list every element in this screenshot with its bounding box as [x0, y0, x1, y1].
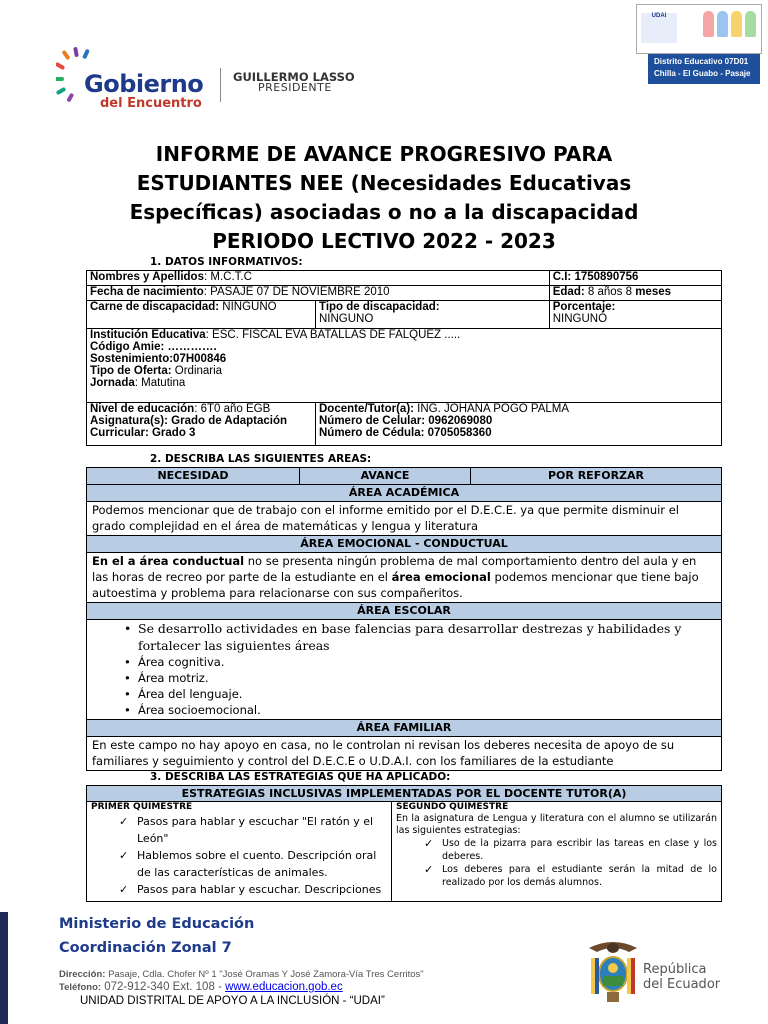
edad-suffix: meses — [635, 286, 672, 298]
list-item: • Se desarrollo actividades en base falencias para desarrollar destrezas y habilidades y fortalecer las siguientes áreas — [138, 620, 716, 654]
familiar-text: En este campo no hay apoyo en casa, no le controlan ni revisan los deberes necesita de apoyo de su familiares y seguimiento y control del D.E.C.E o U.D.A.I. con los familiares de la estudiante — [87, 737, 722, 771]
website-link[interactable]: www.educacion.gob.ec — [225, 981, 343, 993]
child-figure-icon — [717, 11, 728, 37]
student-info-table — [86, 270, 722, 446]
list-item: ✓ Pasos para hablar y escuchar "El ratón y el León" — [137, 813, 387, 847]
col-avance: AVANCE — [300, 468, 471, 485]
nombres-value: : M.C.T.C — [203, 271, 252, 283]
oferta-label: Tipo de Oferta: — [90, 365, 172, 377]
emocional-text2: podemos mencionar que tiene bajo autoestima y problema para relacionarse con sus compañeritos. — [92, 570, 699, 600]
edad-value: 8 años 8 — [584, 286, 636, 298]
list-item: ✓ Hablemos sobre el cuento. Descripción oral de las características de animales. — [137, 847, 387, 881]
ministry-name: Ministerio de Educación — [59, 916, 255, 932]
list-item: • Área del lenguaje. — [138, 686, 716, 702]
gobierno-logo-subtext: del Encuentro — [100, 96, 202, 111]
udai-badge: UDAI — [641, 13, 677, 43]
institucion-label: Institución Educativa — [90, 329, 206, 341]
republic-line2: del Ecuador — [643, 977, 721, 992]
list-item: • Área motriz. — [138, 670, 716, 686]
title-line: ESTUDIANTES NEE (Necesidades Educativas — [136, 171, 632, 195]
emocional-cell — [87, 553, 722, 603]
sostenimiento-field: Sostenimiento:07H00846 — [90, 353, 227, 365]
edad-label: Edad: — [552, 286, 585, 298]
child-figure-icon — [703, 11, 714, 37]
emocional-bold2: área emocional — [391, 570, 491, 584]
tipo-value: NINGUNO — [319, 313, 374, 325]
codigo-label: Código Amie — [90, 341, 161, 353]
title-line: INFORME DE AVANCE PROGRESIVO PARA — [155, 142, 613, 166]
address-value: Pasaje, Cdla. Chofer Nº 1 "José Oramas Y José Zamora-Vía Tres Cerritos" — [105, 969, 424, 980]
escolar-title: ÁREA ESCOLAR — [87, 603, 722, 620]
district-line2: Chilla - El Guabo - Pasaje — [654, 69, 751, 78]
docente-value: ING. JOHANA POGO PALMA — [413, 403, 570, 415]
nacimiento-label: Fecha de nacimiento — [90, 286, 204, 298]
president-role: PRESIDENTE — [258, 81, 332, 94]
areas-table — [86, 467, 722, 771]
address — [59, 969, 424, 980]
district-box — [648, 54, 760, 84]
phone-value: 072-912-340 Ext. 108 - — [101, 981, 226, 993]
republic-logo-text — [643, 962, 720, 992]
celular-field: Número de Celular: 0962069080 — [319, 415, 493, 427]
gobierno-logo-text: Gobierno — [84, 70, 204, 98]
carne-value: NINGUNO — [219, 301, 277, 313]
carne-label: Carne de discapacidad: — [90, 301, 220, 313]
udai-unit: UNIDAD DISTRITAL DE APOYO A LA INCLUSIÓN - “UDAI” — [80, 995, 385, 1007]
list-item: ✓ Uso de la pizarra para escribir las tareas en clase y los deberes. — [442, 837, 717, 863]
cedula-field: Número de Cédula: 0705058360 — [319, 427, 492, 439]
list-item: • Área cognitiva. — [138, 654, 716, 670]
familiar-title: ÁREA FAMILIAR — [87, 720, 722, 737]
nacimiento-value: : PASAJE 07 DE NOVIEMBRE 2010 — [203, 286, 390, 298]
q2-intro: En la asignatura de Lengua y literatura con el alumno se utilizarán las siguientes estrategias: — [396, 813, 717, 836]
col-reforzar: POR REFORZAR — [471, 468, 722, 485]
jornada-value: : Matutina — [134, 377, 186, 389]
zone-name: Coordinación Zonal 7 — [59, 940, 232, 956]
institucion-value: : ESC. FISCAL EVA BATALLAS DE FALQUEZ ..... — [205, 329, 461, 341]
strategies-table — [86, 785, 722, 902]
nivel-label: Nivel de educación — [90, 403, 195, 415]
address-label: Dirección: — [59, 969, 106, 980]
district-line1: Distrito Educativo 07D01 — [654, 57, 749, 66]
academica-text: Podemos mencionar que de trabajo con el informe emitido por el D.E.C.E. ya que permite disminuir el grado complejidad en el área de matemáticas y lengua y literatura — [87, 502, 722, 536]
title-line: PERIODO LECTIVO 2022 - 2023 — [212, 229, 556, 253]
escolar-cell — [87, 620, 722, 720]
report-title — [120, 140, 648, 256]
section3-heading: 3. DESCRIBA LAS ESTRATEGIAS QUE HA APLICADO: — [150, 771, 451, 783]
child-figure-icon — [731, 11, 742, 37]
academica-title: ÁREA ACADÉMICA — [87, 485, 722, 502]
section2-heading: 2. DESCRIBA LAS SIGUIENTES AREAS: — [150, 453, 372, 465]
nivel-value: : 6T0 año EGB — [194, 403, 271, 415]
oferta-value: Ordinaria — [171, 365, 223, 377]
q2-title: SEGUNDO QUIMESTRE — [396, 802, 509, 812]
republic-line1: República — [643, 962, 707, 977]
strategies-title: ESTRATEGIAS INCLUSIVAS IMPLEMENTADAS POR EL DOCENTE TUTOR(A) — [87, 786, 722, 802]
list-item: ✓ Pasos para hablar y escuchar. Descripciones — [137, 881, 387, 898]
col-necesidad: NECESIDAD — [87, 468, 300, 485]
president-name: GUILLERMO LASSO — [233, 70, 355, 84]
q2-list — [396, 837, 717, 889]
title-line: Específicas) asociadas o no a la discapacidad — [129, 200, 639, 224]
ecuador-coat-of-arms-icon — [585, 940, 641, 1006]
q1-title: PRIMER QUIMESTRE — [91, 802, 193, 812]
ci-field: C.I: 1750890756 — [549, 271, 721, 286]
header-divider — [220, 68, 221, 102]
phone — [59, 981, 343, 993]
footer-accent-bar — [0, 912, 8, 1024]
escolar-list — [92, 620, 716, 718]
asignatura-field: Asignatura(s): Grado de Adaptación — [90, 415, 288, 427]
emocional-bold1: En el a área conductual — [92, 554, 245, 568]
emocional-text1: no se presenta ningún problema de mal comportamiento dentro del aula y en las horas de recreo por parte de la estudiante en el — [92, 554, 697, 584]
list-item: • Área socioemocional. — [138, 702, 716, 718]
codigo-value: : …………. — [160, 341, 217, 353]
tipo-label: Tipo de discapacidad: — [319, 301, 440, 313]
curricular-field: Curricular: Grado 3 — [90, 427, 196, 439]
udai-banner — [636, 4, 762, 54]
child-figure-icon — [745, 11, 756, 37]
list-item: ✓ Los deberes para el estudiante serán la mitad de lo realizado por los demás alumnos. — [442, 863, 717, 889]
nombres-label: Nombres y Apellidos — [90, 271, 204, 283]
docente-label: Docente/Tutor(a): — [319, 403, 414, 415]
jornada-label: Jornada — [90, 377, 135, 389]
emocional-title: ÁREA EMOCIONAL - CONDUCTUAL — [87, 536, 722, 553]
porcentaje-value: NINGUNO — [552, 313, 608, 325]
section1-heading: 1. DATOS INFORMATIVOS: — [150, 256, 303, 268]
q1-list — [91, 813, 387, 898]
porcentaje-label: Porcentaje: — [552, 301, 616, 313]
phone-label: Teléfono: — [59, 982, 102, 993]
